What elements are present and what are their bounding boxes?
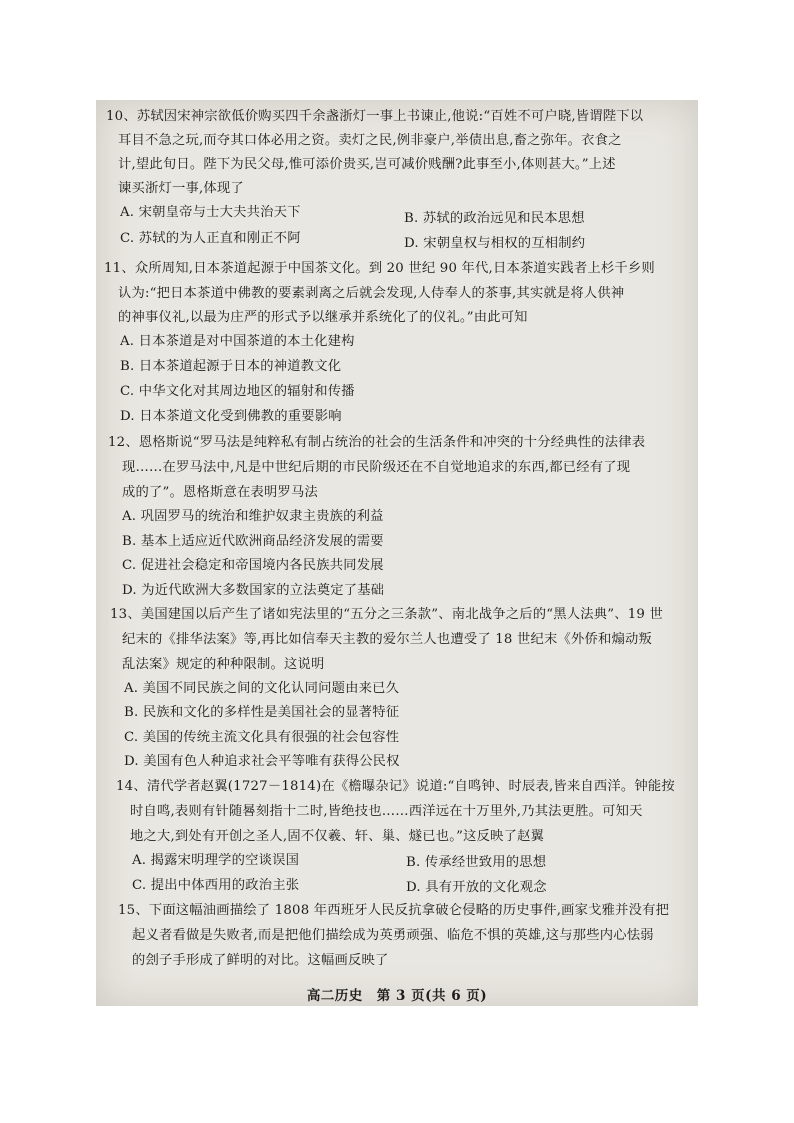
q14-option-d[interactable]: D. 具有开放的文化观念 (406, 880, 547, 895)
q11-stem-line-2: 认为:“把日本茶道中佛教的要素剥离之后就会发现,人侍奉人的茶事,其实就是将人供神 (118, 286, 625, 301)
q10-stem-line-2: 耳目不急之玩,而夺其口体必用之资。卖灯之民,例非豪户,举债出息,畜之弥年。衣食之 (118, 133, 622, 148)
q14-stem-line-2: 时自鸣,表则有针随晷刻指十二时,皆绝技也……西洋远在十万里外,乃其法更胜。可知天 (130, 804, 643, 819)
q13-option-b[interactable]: B. 民族和文化的多样性是美国社会的显著特征 (124, 705, 400, 720)
q10-stem-line-3: 计,望此旬日。陛下为民父母,惟可添价贵买,岂可减价贱酬?此事至小,体则甚大。”上述 (118, 157, 616, 172)
q12-stem-line-2: 现……在罗马法中,凡是中世纪后期的市民阶级还在不自觉地追求的东西,都已经有了现 (122, 460, 631, 475)
q12-option-a[interactable]: A. 巩固罗马的统治和维护奴隶主贵族的利益 (122, 509, 384, 524)
q15-stem-line-1: 15、下面这幅油画描绘了 1808 年西班牙人民反抗拿破仑侵略的历史事件,画家戈雅并没有把 (118, 903, 670, 918)
q11-stem-line-1: 11、众所周知,日本茶道起源于中国茶文化。到 20 世纪 90 年代,日本茶道实践者上杉千乡则 (104, 261, 655, 276)
q13-option-c[interactable]: C. 美国的传统主流文化具有很强的社会包容性 (124, 730, 400, 745)
q11-option-b[interactable]: B. 日本茶道起源于日本的神道教文化 (120, 359, 342, 374)
q14-option-a[interactable]: A. 揭露宋明理学的空谈误国 (132, 853, 300, 868)
q12-option-d[interactable]: D. 为近代欧洲大多数国家的立法奠定了基础 (122, 583, 385, 598)
q14-option-c[interactable]: C. 提出中体西用的政治主张 (132, 878, 300, 893)
q12-stem-line-1: 12、恩格斯说“罗马法是纯粹私有制占统治的社会的生活条件和冲突的十分经典性的法律表 (108, 435, 646, 450)
q13-option-d[interactable]: D. 美国有色人种追求社会平等唯有获得公民权 (124, 754, 400, 769)
q12-stem-line-3: 成的了”。恩格斯意在表明罗马法 (122, 485, 318, 500)
q13-stem-line-2: 纪末的《排华法案》等,再比如信奉天主教的爱尔兰人也遭受了 18 世纪末《外侨和煽动叛 (122, 632, 652, 647)
q12-option-b[interactable]: B. 基本上适应近代欧洲商品经济发展的需要 (122, 534, 384, 549)
page-footer: 高二历史 第 3 页(共 6 页) (306, 988, 488, 1004)
exam-page (96, 100, 698, 1006)
q13-stem-line-1: 13、美国建国以后产生了诸如宪法里的“五分之三条款”、南北战争之后的“黑人法典”、19 世 (110, 607, 663, 622)
q10-option-b[interactable]: B. 苏轼的政治远见和民本思想 (404, 211, 585, 226)
q11-option-a[interactable]: A. 日本茶道是对中国茶道的本土化建构 (120, 334, 355, 349)
q13-option-a[interactable]: A. 美国不同民族之间的文化认同问题由来已久 (124, 681, 400, 696)
q12-option-c[interactable]: C. 促进社会稳定和帝国境内各民族共同发展 (122, 558, 384, 573)
q15-stem-line-3: 的刽子手形成了鲜明的对比。这幅画反映了 (132, 953, 389, 968)
q13-stem-line-3: 乱法案》规定的种种限制。这说明 (122, 657, 325, 672)
q10-option-c[interactable]: C. 苏轼的为人正直和刚正不阿 (120, 231, 301, 246)
q11-option-c[interactable]: C. 中华文化对其周边地区的辐射和传播 (120, 384, 355, 399)
q15-stem-line-2: 起义者看做是失败者,而是把他们描绘成为英勇顽强、临危不惧的英雄,这与那些内心怯弱 (132, 928, 654, 943)
page-content (96, 100, 698, 1006)
q10-stem-line-1: 10、苏轼因宋神宗欲低价购买四千余盏浙灯一事上书谏止,他说:“百姓不可户晓,皆谓陛下以 (106, 109, 644, 124)
q11-option-d[interactable]: D. 日本茶道文化受到佛教的重要影响 (120, 409, 342, 424)
q14-option-b[interactable]: B. 传承经世致用的思想 (406, 855, 547, 870)
q10-option-d[interactable]: D. 宋朝皇权与相权的互相制约 (404, 236, 586, 251)
q14-stem-line-1: 14、清代学者赵翼(1727－1814)在《檐曝杂记》说道:“自鸣钟、时辰表,皆来自西洋。钟能按 (116, 779, 675, 794)
q10-option-a[interactable]: A. 宋朝皇帝与士大夫共治天下 (120, 205, 301, 220)
q14-stem-line-3: 地之大,到处有开创之圣人,固不仅羲、轩、巢、燧已也。”这反映了赵翼 (130, 829, 545, 844)
q10-stem-line-4: 谏买浙灯一事,体现了 (118, 181, 244, 196)
q11-stem-line-3: 的神事仪礼,以最为庄严的形式予以继承并系统化了的仪礼。”由此可知 (118, 310, 528, 325)
